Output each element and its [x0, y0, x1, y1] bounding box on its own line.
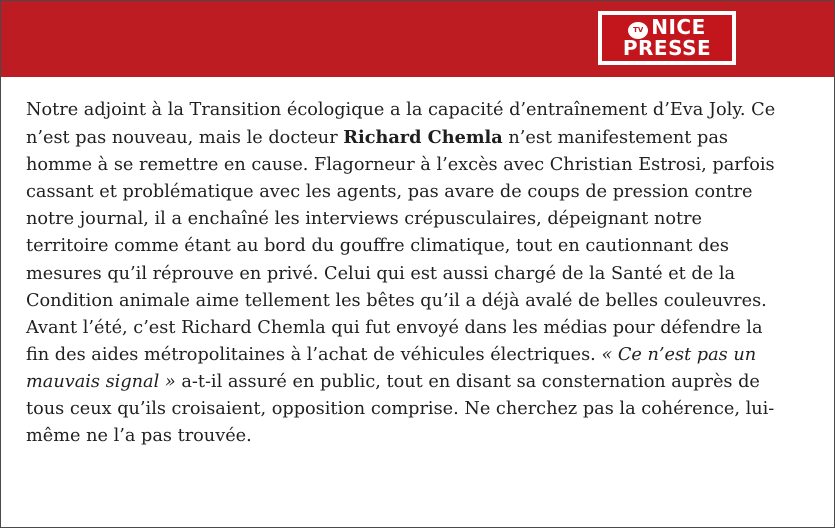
article-line-11: mauvais signal » a-t-il assuré en public, tout en disant sa consternation auprès de [26, 371, 760, 392]
article-line-13: même ne l’a pas trouvée. [26, 426, 252, 447]
logo-panel [602, 15, 732, 61]
article-line-5: notre journal, il a enchaîné les interviews crépusculaires, dépeignant notre [26, 209, 703, 230]
article-line-2: n’est pas nouveau, mais le docteur Richard Chemla n’est manifestement pas [26, 127, 728, 149]
article-line-1: Notre adjoint à la Transition écologique a la capacité d’entraînement d’Eva Joly. Ce [26, 100, 776, 120]
quote-start: « Ce n’est pas un [601, 344, 757, 365]
article-line-9: Avant l’été, c’est Richard Chemla qui fut envoyé dans les médias pour défendre la [26, 317, 763, 338]
article-line-7: mesures qu’il réprouve en privé. Celui qui est aussi chargé de la Santé et de la [26, 263, 736, 284]
person-name-richard-chemla: Richard Chemla [343, 127, 503, 149]
tv-badge-icon: TV [628, 22, 648, 39]
article-line-8: Condition animale aime tellement les bêtes qu’il a déjà avalé de belles couleuvres. [26, 290, 767, 311]
nice-presse-logo[interactable] [598, 11, 736, 65]
article-line-3: homme à se remettre en cause. Flagorneur à l’excès avec Christian Estrosi, parfois [26, 155, 775, 176]
logo-word-presse: PRESSE [622, 36, 712, 60]
quote-end: mauvais signal » [26, 371, 176, 392]
article-line-4: cassant et problématique avec les agents, pas avare de coups de pression contre [26, 182, 753, 203]
logo-word-nice: NICE [651, 15, 706, 39]
article-paragraph [26, 97, 816, 450]
article-line-6: territoire comme étant au bord du gouffre climatique, tout en cautionnant des [26, 236, 729, 257]
article-line-12: tous ceux qu’ils croisaient, opposition comprise. Ne cherchez pas la cohérence, lui- [26, 399, 775, 420]
article-line-10: fin des aides métropolitaines à l’achat de véhicules électriques. « Ce n’est pas un [26, 344, 757, 365]
header-bar [1, 1, 834, 77]
